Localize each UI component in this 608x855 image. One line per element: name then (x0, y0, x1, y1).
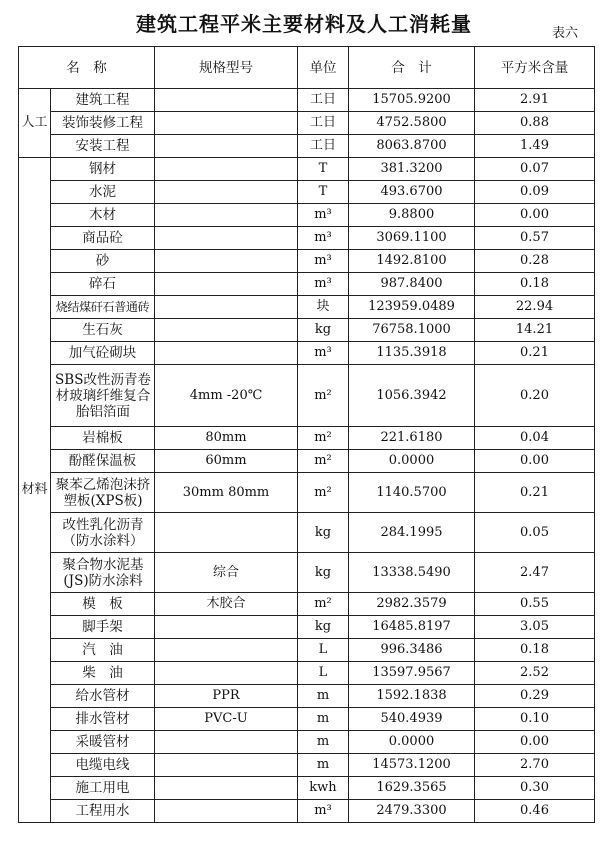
table-row (19, 800, 595, 823)
item-unit: kg (298, 513, 349, 553)
item-per-sqm: 0.20 (475, 365, 595, 427)
item-per-sqm: 0.46 (475, 800, 595, 823)
item-per-sqm: 0.09 (475, 181, 595, 204)
item-total: 1140.5700 (349, 473, 475, 513)
table-row (19, 342, 595, 365)
table-row (19, 685, 595, 708)
item-per-sqm: 0.04 (475, 427, 595, 450)
item-name-text: 改性乳化沥青（防水涂料） (62, 516, 144, 549)
item-spec: 综合 (155, 553, 298, 593)
item-spec (155, 112, 298, 135)
item-name-text: SBS改性沥青卷材玻璃纤维复合胎铝箔面 (55, 371, 151, 420)
consumption-table (18, 46, 595, 823)
table-row (19, 204, 595, 227)
item-spec (155, 513, 298, 553)
item-name: 安装工程 (51, 135, 155, 158)
item-spec (155, 181, 298, 204)
table-row (19, 158, 595, 181)
item-per-sqm: 0.00 (475, 450, 595, 473)
item-total: 3069.1100 (349, 227, 475, 250)
item-name: 碎石 (51, 273, 155, 296)
item-per-sqm: 22.94 (475, 296, 595, 319)
item-total: 1056.3942 (349, 365, 475, 427)
item-unit: L (298, 662, 349, 685)
item-unit: m³ (298, 204, 349, 227)
item-total: 2982.3579 (349, 593, 475, 616)
item-unit: kg (298, 553, 349, 593)
item-name: 商品砼 (51, 227, 155, 250)
item-unit: T (298, 181, 349, 204)
table-row (19, 450, 595, 473)
item-unit: m (298, 731, 349, 754)
item-unit: m (298, 685, 349, 708)
table-row (19, 639, 595, 662)
item-per-sqm: 0.00 (475, 731, 595, 754)
table-row (19, 89, 595, 112)
item-per-sqm: 0.00 (475, 204, 595, 227)
item-name: 加气砼砌块 (51, 342, 155, 365)
item-spec (155, 662, 298, 685)
item-per-sqm: 0.07 (475, 158, 595, 181)
table-row (19, 513, 595, 553)
table-row (19, 731, 595, 754)
page-title: 建筑工程平米主要材料及人工消耗量 (136, 12, 472, 36)
item-spec (155, 754, 298, 777)
table-row (19, 708, 595, 731)
item-spec: PVC-U (155, 708, 298, 731)
item-name: 电缆电线 (51, 754, 155, 777)
item-per-sqm: 2.47 (475, 553, 595, 593)
table-row (19, 296, 595, 319)
item-total: 1592.1838 (349, 685, 475, 708)
item-unit: T (298, 158, 349, 181)
item-per-sqm: 0.55 (475, 593, 595, 616)
item-total: 996.3486 (349, 639, 475, 662)
item-spec (155, 135, 298, 158)
item-unit: m³ (298, 273, 349, 296)
item-spec (155, 89, 298, 112)
item-total: 1135.3918 (349, 342, 475, 365)
table-row (19, 181, 595, 204)
item-unit: kg (298, 616, 349, 639)
item-total: 1492.8100 (349, 250, 475, 273)
item-unit: m² (298, 450, 349, 473)
item-unit: L (298, 639, 349, 662)
item-spec (155, 227, 298, 250)
item-unit: 工日 (298, 89, 349, 112)
item-name: 施工用电 (51, 777, 155, 800)
item-per-sqm: 0.10 (475, 708, 595, 731)
item-unit: 工日 (298, 135, 349, 158)
item-total: 9.8800 (349, 204, 475, 227)
category-labor: 人工 (19, 89, 51, 158)
item-per-sqm: 2.52 (475, 662, 595, 685)
item-total: 540.4939 (349, 708, 475, 731)
item-unit: 工日 (298, 112, 349, 135)
item-spec (155, 639, 298, 662)
item-spec (155, 777, 298, 800)
item-spec (155, 204, 298, 227)
table-row (19, 427, 595, 450)
item-name: 排水管材 (51, 708, 155, 731)
item-spec (155, 731, 298, 754)
item-unit: m² (298, 473, 349, 513)
item-unit: m³ (298, 342, 349, 365)
item-total: 493.6700 (349, 181, 475, 204)
item-per-sqm: 1.49 (475, 135, 595, 158)
item-unit: 块 (298, 296, 349, 319)
item-spec (155, 342, 298, 365)
table-row (19, 319, 595, 342)
item-name: 建筑工程 (51, 89, 155, 112)
item-total: 123959.0489 (349, 296, 475, 319)
item-name: 酚醛保温板 (51, 450, 155, 473)
item-total: 13597.9567 (349, 662, 475, 685)
item-name: 岩棉板 (51, 427, 155, 450)
item-total: 4752.5800 (349, 112, 475, 135)
item-spec (155, 250, 298, 273)
item-name: 水泥 (51, 181, 155, 204)
item-name: 木材 (51, 204, 155, 227)
table-row (19, 135, 595, 158)
item-per-sqm: 0.30 (475, 777, 595, 800)
item-unit: m³ (298, 800, 349, 823)
item-spec: 4mm -20℃ (155, 365, 298, 427)
item-total: 14573.1200 (349, 754, 475, 777)
item-name: 汽 油 (51, 639, 155, 662)
item-total: 0.0000 (349, 731, 475, 754)
item-per-sqm: 0.88 (475, 112, 595, 135)
item-name: 脚手架 (51, 616, 155, 639)
item-per-sqm: 0.18 (475, 639, 595, 662)
item-spec: 80mm (155, 427, 298, 450)
item-total: 1629.3565 (349, 777, 475, 800)
header-per-sqm: 平方米含量 (475, 47, 595, 89)
item-unit: m³ (298, 227, 349, 250)
item-name: 采暖管材 (51, 731, 155, 754)
item-per-sqm: 2.91 (475, 89, 595, 112)
item-name: 给水管材 (51, 685, 155, 708)
item-name (51, 553, 155, 593)
table-row (19, 227, 595, 250)
item-total: 2479.3300 (349, 800, 475, 823)
table-row (19, 593, 595, 616)
item-total: 76758.1000 (349, 319, 475, 342)
item-name-text: 聚苯乙烯泡沫挤塑板(XPS板) (55, 476, 151, 509)
item-per-sqm: 3.05 (475, 616, 595, 639)
item-total: 381.3200 (349, 158, 475, 181)
item-total: 221.6180 (349, 427, 475, 450)
item-name: 柴 油 (51, 662, 155, 685)
table-row (19, 273, 595, 296)
item-per-sqm: 14.21 (475, 319, 595, 342)
header-total: 合 计 (349, 47, 475, 89)
item-spec (155, 273, 298, 296)
item-unit: m³ (298, 250, 349, 273)
item-name: 砂 (51, 250, 155, 273)
item-unit: m² (298, 427, 349, 450)
item-name (51, 473, 155, 513)
header-spec: 规格型号 (155, 47, 298, 89)
item-name-text: 聚合物水泥基(JS)防水涂料 (62, 556, 144, 589)
item-unit: kg (298, 319, 349, 342)
item-total: 16485.8197 (349, 616, 475, 639)
item-name (51, 513, 155, 553)
item-total: 15705.9200 (349, 89, 475, 112)
item-per-sqm: 0.18 (475, 273, 595, 296)
item-unit: m² (298, 365, 349, 427)
item-spec (155, 616, 298, 639)
item-unit: m (298, 708, 349, 731)
item-per-sqm: 0.21 (475, 342, 595, 365)
item-name: 模 板 (51, 593, 155, 616)
category-material: 材料 (19, 158, 51, 823)
item-total: 987.8400 (349, 273, 475, 296)
item-spec: 木胶合 (155, 593, 298, 616)
item-per-sqm: 0.05 (475, 513, 595, 553)
item-unit: kwh (298, 777, 349, 800)
item-per-sqm: 0.57 (475, 227, 595, 250)
header-name: 名 称 (19, 47, 155, 89)
item-total: 284.1995 (349, 513, 475, 553)
table-body (19, 89, 595, 823)
item-per-sqm: 0.21 (475, 473, 595, 513)
item-spec (155, 319, 298, 342)
item-spec (155, 800, 298, 823)
table-row (19, 112, 595, 135)
item-name: 装饰装修工程 (51, 112, 155, 135)
item-total: 0.0000 (349, 450, 475, 473)
item-spec (155, 296, 298, 319)
item-spec: 60mm (155, 450, 298, 473)
table-row (19, 553, 595, 593)
item-name: 工程用水 (51, 800, 155, 823)
item-name: 钢材 (51, 158, 155, 181)
item-name: 烧结煤矸石普通砖 (51, 296, 155, 319)
item-unit: m² (298, 593, 349, 616)
item-total: 13338.5490 (349, 553, 475, 593)
item-spec: PPR (155, 685, 298, 708)
table-row (19, 777, 595, 800)
table-row (19, 473, 595, 513)
item-unit: m (298, 754, 349, 777)
item-name (51, 365, 155, 427)
header-row (19, 47, 595, 89)
item-per-sqm: 0.29 (475, 685, 595, 708)
table-number: 表六 (551, 26, 578, 41)
header-unit: 单位 (298, 47, 349, 89)
item-per-sqm: 2.70 (475, 754, 595, 777)
table-row (19, 250, 595, 273)
table-row (19, 662, 595, 685)
table-row (19, 365, 595, 427)
item-spec (155, 158, 298, 181)
item-per-sqm: 0.28 (475, 250, 595, 273)
item-spec: 30mm 80mm (155, 473, 298, 513)
table-row (19, 754, 595, 777)
item-name: 生石灰 (51, 319, 155, 342)
item-total: 8063.8700 (349, 135, 475, 158)
table-row (19, 616, 595, 639)
table-header (19, 47, 595, 89)
